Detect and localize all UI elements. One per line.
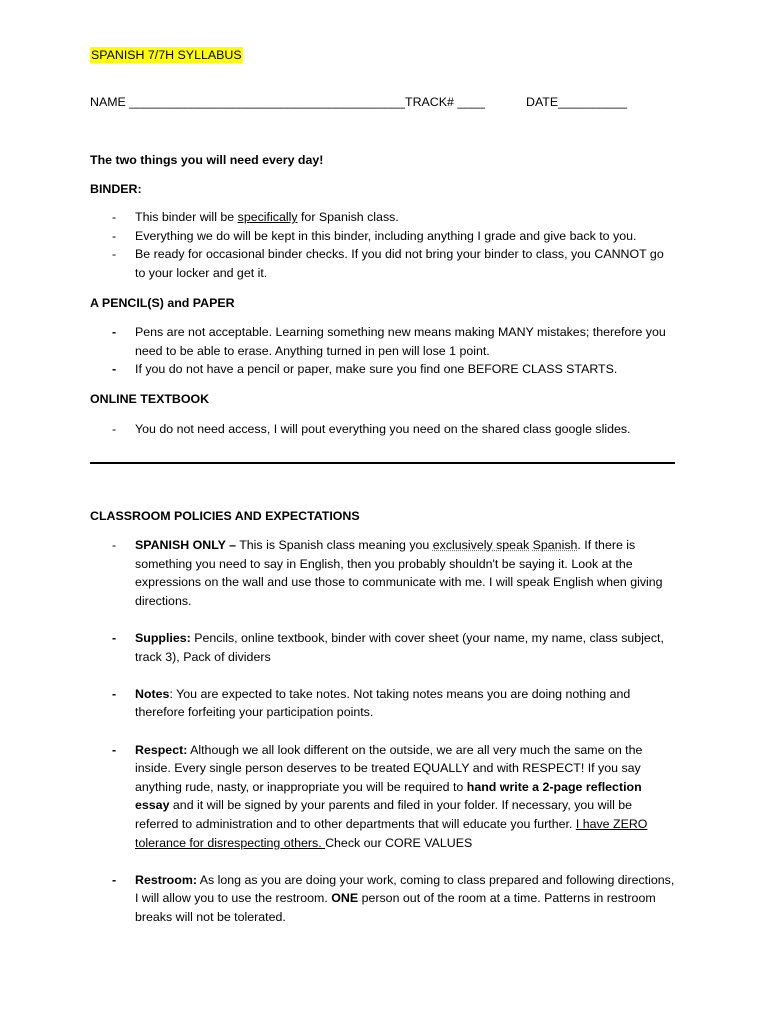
- date-field: DATE__________: [526, 95, 628, 109]
- policies-list: [90, 536, 676, 926]
- list-item: - If you do not have a pencil or paper, make sure you find one BEFORE CLASS STARTS.: [90, 360, 676, 379]
- name-field: NAME ________________________________________: [90, 95, 405, 109]
- list-item: - This binder will be specifically for Spanish class.: [90, 208, 676, 227]
- pencil-list: [90, 323, 676, 379]
- track-field: TRACK# ____: [405, 95, 485, 109]
- binder-heading: BINDER:: [90, 182, 142, 196]
- dash-marker: -: [112, 228, 117, 243]
- document-title: [90, 46, 243, 65]
- list-item: - Everything we do will be kept in this binder, including anything I grade and give back to you.: [90, 227, 676, 246]
- dash-marker: -: [112, 630, 117, 645]
- dash-marker: -: [112, 538, 117, 552]
- dash-marker: -: [112, 325, 117, 339]
- policies-heading: CLASSROOM POLICIES AND EXPECTATIONS: [90, 509, 360, 523]
- dash-marker: -: [112, 742, 117, 757]
- list-item: - You do not need access, I will pout everything you need on the shared class google slides.: [90, 420, 676, 439]
- policy-spanish-only: - SPANISH ONLY – This is Spanish class meaning you exclusively speak Spanish. If there is something you need to say in English, then you probably shouldn't be saying it. Look at the expressions on the wall and use those to communicate with me. I will speak English when giving directions.: [112, 538, 663, 608]
- binder-list: [90, 208, 676, 282]
- dash-marker: -: [112, 362, 117, 377]
- title-highlight: SPANISH 7/7H SYLLABUS: [91, 48, 242, 62]
- dash-marker: -: [112, 210, 117, 224]
- policy-notes: - Notes: You are expected to take notes. Not taking notes means you are doing nothing and therefore forfeiting your participation points.: [112, 686, 631, 720]
- section-divider: [90, 462, 675, 464]
- policy-supplies: - Supplies: Pencils, online textbook, binder with cover sheet (your name, my name, class subject, track 3), Pack of dividers: [112, 630, 664, 664]
- list-item: - Pens are not acceptable. Learning something new means making MANY mistakes; therefore you need to be able to erase. Anything turned in pen will lose 1 point.: [112, 325, 666, 358]
- textbook-heading: ONLINE TEXTBOOK: [90, 392, 210, 406]
- dash-marker: -: [112, 422, 117, 436]
- policy-respect: - Respect: Although we all look different on the outside, we are all very much the same on the inside. Every single person deserves to be treated EQUALLY and with RESPECT! If you say anything rude, nasty, or inappropriate you will be required to hand write a 2-page reflection essay and it will be signed by your parents and filed in your folder. If necessary, you will be referred to administration and to other departments that will educate you further. I have ZERO tolerance for disrespecting others. Check our CORE VALUES: [112, 742, 648, 850]
- daily-needs-heading: The two things you will need every day!: [90, 153, 324, 167]
- dash-marker: -: [112, 872, 117, 887]
- policy-restroom: - Restroom: As long as you are doing your work, coming to class prepared and following directions, I will allow you to use the restroom. ONE person out of the room at a time. Patterns in restroom breaks will not be tolerated.: [112, 872, 675, 924]
- dash-marker: -: [112, 247, 117, 262]
- pencil-heading: A PENCIL(S) and PAPER: [90, 296, 235, 310]
- dash-marker: -: [112, 686, 117, 701]
- list-item: - Be ready for occasional binder checks. If you did not bring your binder to class, you CANNOT go to your locker and get it.: [112, 247, 664, 280]
- textbook-list: [90, 420, 676, 439]
